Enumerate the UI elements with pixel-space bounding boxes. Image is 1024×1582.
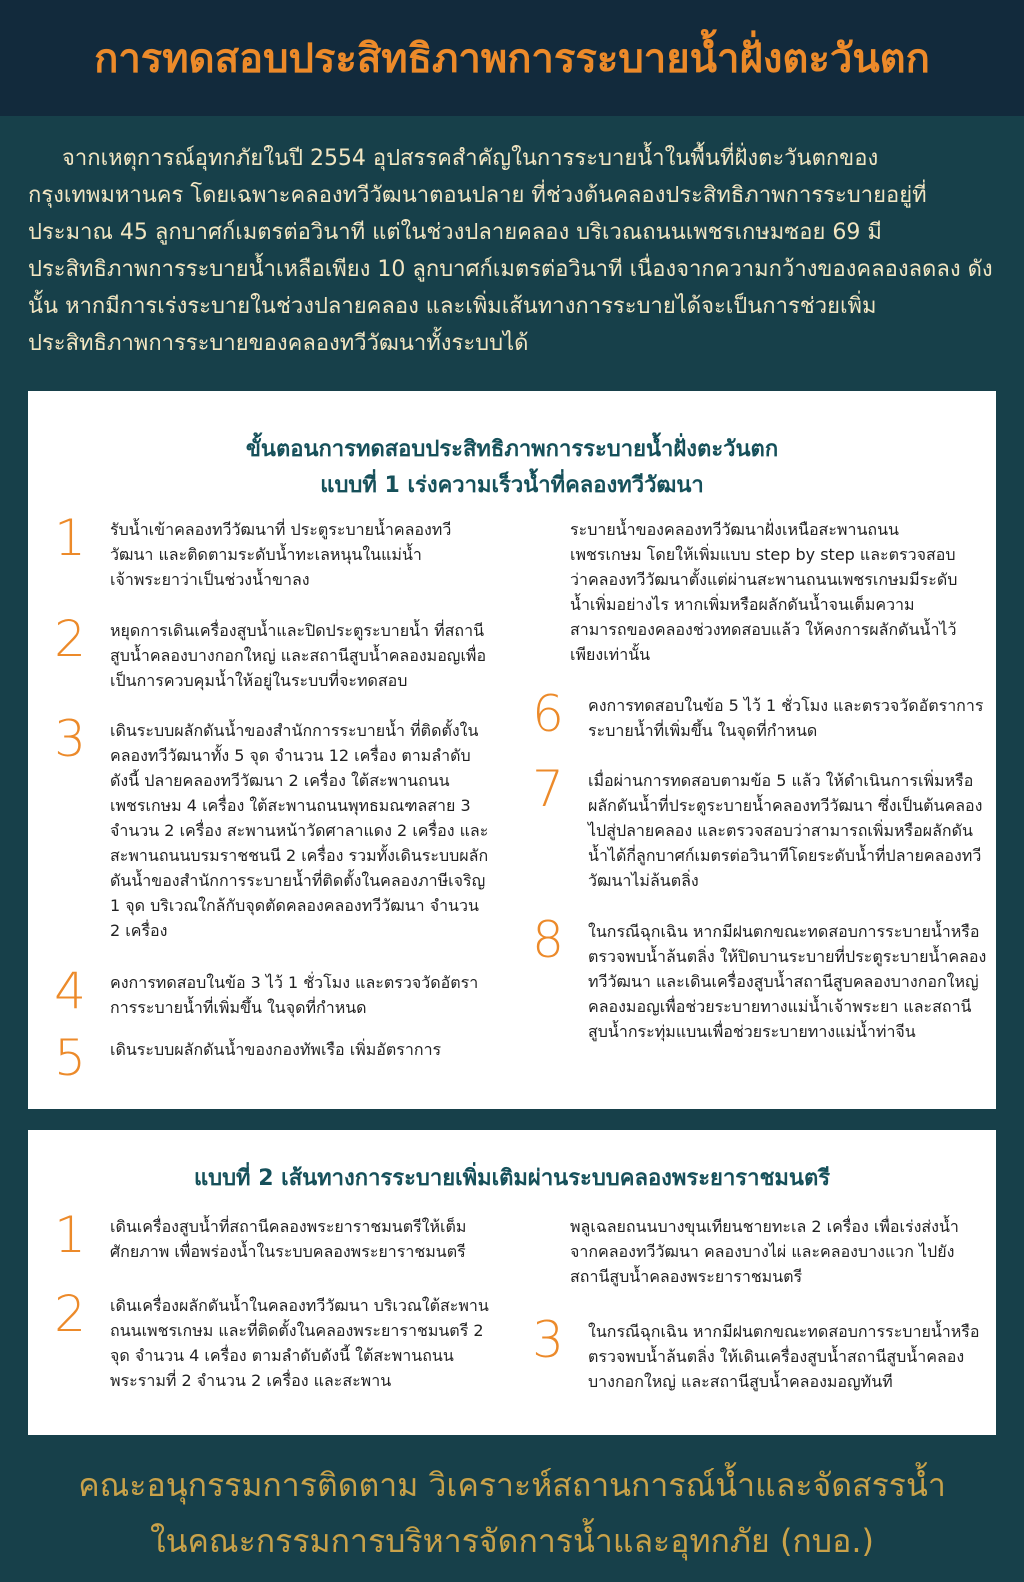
step-8 [526, 911, 988, 1044]
step-text: คงการทดสอบในข้อ 5 ไว้ 1 ชั่วโมง และตรวจวัดอัตราการระบายน้ำที่เพิ่มขึ้น ในจุดที่กำหนด [588, 696, 984, 740]
section-2-title: แบบที่ 2 เส้นทางการระบายเพิ่มเติมผ่านระบบคลองพระยาราชมนตรี [193, 1166, 831, 1191]
page-title: การทดสอบประสิทธิภาพการระบายน้ำฝั่งตะวันตก [94, 36, 930, 82]
step-text: คงการทดสอบในข้อ 3 ไว้ 1 ชั่วโมง และตรวจวัดอัตราการระบายน้ำที่เพิ่มขึ้น ในจุดที่กำหนด [110, 973, 479, 1017]
step-2 [48, 610, 490, 693]
section-1-title-line2: แบบที่ 1 เร่งความเร็วน้ำที่คลองทวีวัฒนา [320, 473, 704, 498]
step-text: รับน้ำเข้าคลองทวีวัฒนาที่ ประตูระบายน้ำคลองทวีวัฒนา และติดตามระดับน้ำทะเลหนุนในแม่น้ำเจ้าพระยาว่าเป็นช่วงน้ำขาลง [110, 520, 452, 589]
step-number: 4 [54, 962, 86, 1020]
step-text: เดินระบบผลักดันน้ำของสำนักการระบายน้ำ ที่ติดตั้งในคลองทวีวัฒนาทั้ง 5 จุด จำนวน 12 เครื่อง ตามลำดับดังนี้ ปลายคลองทวีวัฒนา 2 เครื่อง ใต้สะพานถนนเพชรเกษม 4 เครื่อง ใต้สะพานถนนพุทธมณฑลสาย 3 จำนวน 2 เครื่อง สะพานหน้าวัดศาลาแดง 2 เครื่อง และสะพานถนนบรมราชชนนี 2 เครื่อง รวมทั้งเดินระบบผลักดันน้ำของสำนักการระบายน้ำที่ติดตั้งในคลองภาษีเจริญ 1 จุด บริเวณใกล้กับจุดตัดคลองคลองทวีวัฒนา จำนวน 2 เครื่อง [110, 721, 489, 940]
step-number: 2 [54, 1285, 86, 1343]
step-text: เดินเครื่องผลักดันน้ำในคลองทวีวัฒนา บริเวณใต้สะพานถนนเพชรเกษม และที่ติดตั้งในคลองพระยาราชมนตรี 2 จุด จำนวน 4 เครื่อง ตามลำดับดังนี้ ใต้สะพานถนนพระรามที่ 2 จำนวน 2 เครื่อง และสะพาน [110, 1296, 489, 1390]
step-text: หยุดการเดินเครื่องสูบน้ำและปิดประตูระบายน้ำ ที่สถานีสูบน้ำคลองบางกอกใหญ่ และสถานีสูบน้ำคลองมอญเพื่อเป็นการควบคุมน้ำให้อยู่ในระบบที่จะทดสอบ [110, 621, 487, 690]
section-2-card [28, 1130, 996, 1435]
header-banner [0, 0, 1024, 116]
step-text: ในกรณีฉุกเฉิน หากมีฝนตกขณะทดสอบการระบายน้ำหรือตรวจพบน้ำล้นตลิ่ง ให้เดินเครื่องสูบน้ำสถานีสูบน้ำคลองบางกอกใหญ่ และสถานีสูบน้ำคลองมอญทันที [588, 1322, 980, 1391]
footer-line-2: ในคณะกรรมการบริหารจัดการน้ำและอุทกภัย (กบอ.) [150, 1522, 874, 1560]
section-1-title [28, 432, 996, 504]
step-number: 2 [54, 610, 86, 668]
step-number: 1 [54, 1206, 86, 1264]
step-number: 8 [532, 911, 564, 969]
step-5-continued: ระบายน้ำของคลองทวีวัฒนาฝั่งเหนือสะพานถนนเพชรเกษม โดยให้เพิ่มแบบ step by step และตรวจสอบว่าคลองทวีวัฒนาตั้งแต่ผ่านสะพานถนนเพชรเกษมมีระดับน้ำเพิ่มอย่างไร หากเพิ่มหรือผลักดันน้ำจนเต็มความสามารถของคลองช่วงทดสอบแล้ว ให้คงการผลักดันน้ำไว้เพียงเท่านั้น [570, 520, 958, 664]
section-1-title-line1: ขั้นตอนการทดสอบประสิทธิภาพการระบายน้ำฝั่งตะวันตก [245, 437, 779, 462]
step-text: เดินระบบผลักดันน้ำของกองทัพเรือ เพิ่มอัตราการ [110, 1040, 442, 1059]
route-step-3 [526, 1311, 988, 1394]
step-1 [48, 509, 490, 592]
step-number: 1 [54, 509, 86, 567]
step-text: เดินเครื่องสูบน้ำที่สถานีคลองพระยาราชมนตรีให้เต็มศักยภาพ เพื่อพร่องน้ำในระบบคลองพระยาราชมนตรี [110, 1217, 467, 1261]
step-number: 3 [532, 1311, 564, 1369]
step-text: ในกรณีฉุกเฉิน หากมีฝนตกขณะทดสอบการระบายน้ำหรือตรวจพบน้ำล้นตลิ่ง ให้ปิดบานระบายที่ประตูระบายน้ำคลองทวีวัฒนา และเดินเครื่องสูบน้ำสถานีสูบคลองบางกอกใหญ่ คลองมอญเพื่อช่วยระบายทางแม่น้ำเจ้าพระยา และสถานีสูบน้ำกระทุ่มแบนเพื่อช่วยระบายทางแม่น้ำท่าจีน [588, 922, 987, 1041]
step-number: 6 [532, 685, 564, 743]
step-6 [526, 685, 988, 743]
route-step-2-continued: พลูเฉลยถนนบางขุนเทียนชายทะเล 2 เครื่อง เพื่อเร่งส่งน้ำจากคลองทวีวัฒนา คลองบางไผ่ และคลองบางแวก ไปยังสถานีสูบน้ำคลองพระยาราชมนตรี [570, 1217, 959, 1286]
step-7 [526, 760, 988, 893]
route-step-1 [48, 1206, 490, 1264]
step-text: เมื่อผ่านการทดสอบตามข้อ 5 แล้ว ให้ดำเนินการเพิ่มหรือผลักดันน้ำที่ประตูระบายน้ำคลองทวีวัฒนา ซึ่งเป็นต้นคลอง ไปสู่ปลายคลอง และตรวจสอบว่าสามารถเพิ่มหรือผลักดันน้ำได้กี่ลูกบาศก์เมตรต่อวินาทีโดยระดับน้ำที่ปลายคลองทวีวัฒนาไม่ล้นตลิ่ง [588, 771, 983, 890]
intro-paragraph: จากเหตุการณ์อุทกภัยในปี 2554 อุปสรรคสำคัญในการระบายน้ำในพื้นที่ฝั่งตะวันตกของกรุงเทพมหานคร โดยเฉพาะคลองทวีวัฒนาตอนปลาย ที่ช่วงต้นคลองประสิทธิภาพการระบายอยู่ที่ประมาณ 45 ลูกบาศก์เมตรต่อวินาที แต่ในช่วงปลายคลอง บริเวณถนนเพชรเกษมซอย 69 มีประสิทธิภาพการระบายน้ำเหลือเพียง 10 ลูกบาศก์เมตรต่อวินาที เนื่องจากความกว้างของคลองลดลง ดังนั้น หากมีการเร่งระบายในช่วงปลายคลอง และเพิ่มเส้นทางการระบายได้จะเป็นการช่วยเพิ่มประสิทธิภาพการระบายของคลองทวีวัฒนาทั้งระบบได้ [28, 146, 993, 356]
step-5 [48, 1029, 490, 1087]
footer-line-1: คณะอนุกรรมการติดตาม วิเคราะห์สถานการณ์น้ำและจัดสรรน้ำ [78, 1466, 946, 1504]
route-step-2 [48, 1285, 490, 1393]
step-number: 7 [532, 760, 564, 818]
step-4 [48, 962, 490, 1020]
step-number: 5 [54, 1029, 86, 1087]
section-1-card [28, 391, 996, 1109]
step-number: 3 [54, 710, 86, 768]
step-3 [48, 710, 490, 943]
